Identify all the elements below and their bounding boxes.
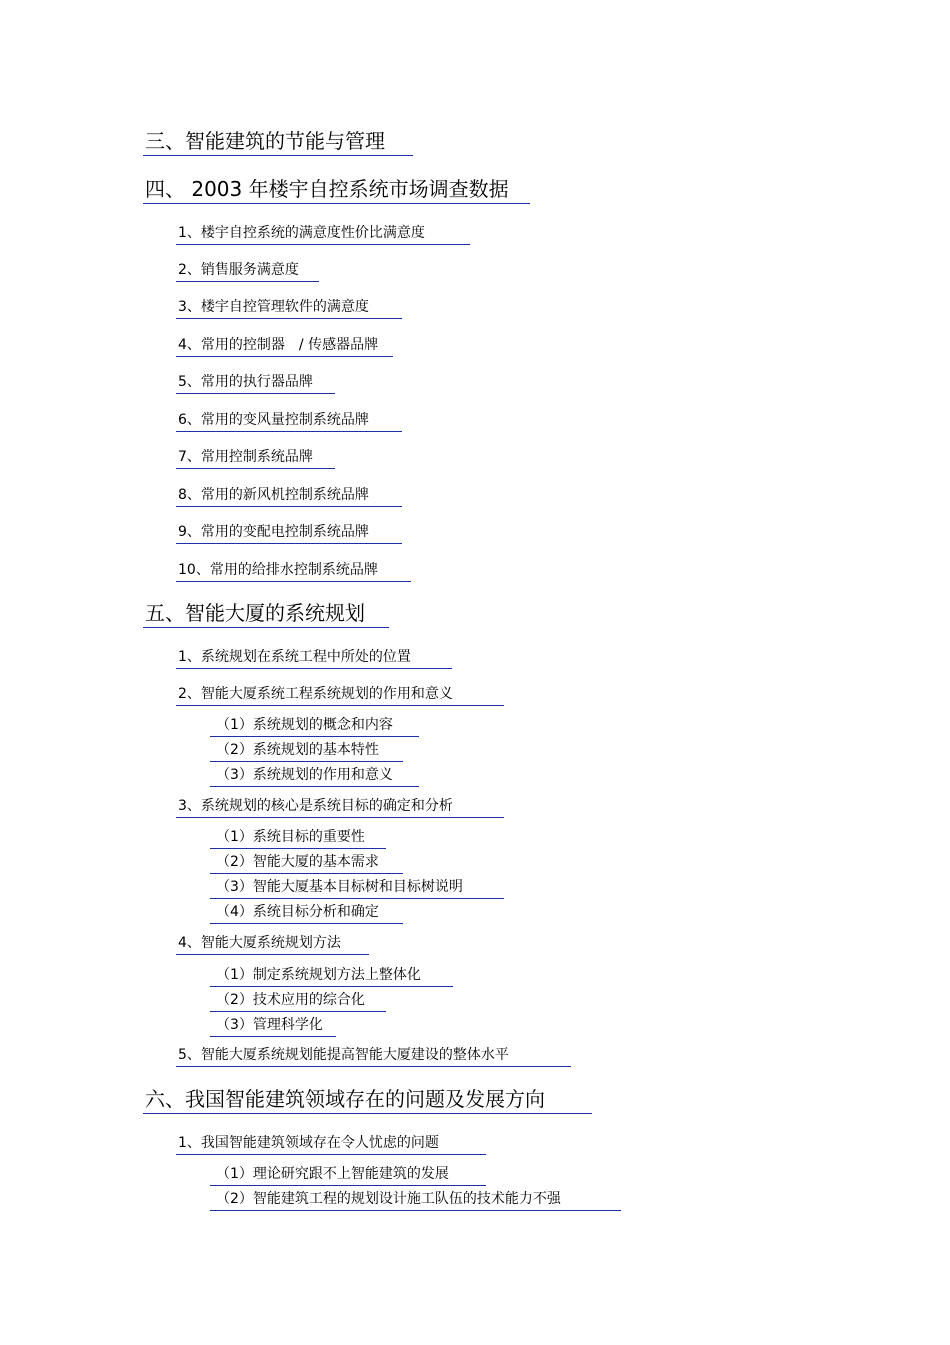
toc-link-underline	[210, 1036, 336, 1037]
toc-item[interactable]	[176, 795, 504, 818]
toc-link-underline	[176, 668, 452, 669]
toc-subitem[interactable]	[210, 964, 453, 987]
toc-link-underline	[176, 506, 402, 507]
toc-item-label: 4、智能大厦系统规划方法	[178, 935, 341, 951]
toc-item-label: 5、智能大厦系统规划能提高智能大厦建设的整体水平	[178, 1047, 509, 1063]
toc-item-label: 8、常用的新风机控制系统品牌	[178, 487, 369, 503]
toc-item-label: 3、楼宇自控管理软件的满意度	[178, 299, 369, 315]
toc-subitem[interactable]	[210, 876, 504, 899]
toc-item[interactable]	[176, 646, 452, 669]
toc-subitem[interactable]	[210, 1188, 621, 1211]
toc-item-label: 9、常用的变配电控制系统品牌	[178, 524, 369, 540]
toc-link-underline	[210, 873, 403, 874]
toc-heading-section-5[interactable]	[143, 596, 389, 628]
toc-heading-label: 六、我国智能建筑领域存在的问题及发展方向	[145, 1087, 545, 1111]
toc-item-label: 10、常用的给排水控制系统品牌	[178, 562, 378, 578]
toc-item[interactable]	[176, 222, 470, 245]
toc-item-label: 3、系统规划的核心是系统目标的确定和分析	[178, 798, 453, 814]
toc-link-underline	[210, 923, 403, 924]
toc-item-label: 6、常用的变风量控制系统品牌	[178, 412, 369, 428]
toc-item-label: 1、楼宇自控系统的满意度性价比满意度	[178, 225, 425, 241]
toc-item-label: 5、常用的执行器品牌	[178, 374, 313, 390]
toc-item[interactable]	[176, 334, 393, 357]
toc-subitem[interactable]	[210, 851, 403, 874]
toc-item[interactable]	[176, 932, 369, 955]
toc-item[interactable]	[176, 1132, 486, 1155]
toc-link-underline	[143, 627, 389, 629]
toc-heading-label: 三、智能建筑的节能与管理	[145, 129, 385, 153]
toc-link-underline	[176, 393, 335, 394]
toc-item[interactable]	[176, 1044, 571, 1067]
toc-subitem-label: （1）系统目标的重要性	[216, 829, 365, 845]
toc-link-underline	[143, 1113, 592, 1115]
toc-heading-section-4[interactable]	[143, 172, 530, 204]
toc-subitem-label: （1）制定系统规划方法上整体化	[216, 967, 421, 983]
toc-link-underline	[176, 954, 369, 955]
toc-link-underline	[210, 898, 504, 899]
toc-link-underline	[176, 281, 319, 282]
toc-item[interactable]	[176, 521, 402, 544]
toc-link-underline	[210, 986, 453, 987]
toc-subitem-label: （4）系统目标分析和确定	[216, 904, 379, 920]
toc-link-underline	[143, 155, 413, 157]
toc-subitem-label: （2）智能大厦的基本需求	[216, 854, 379, 870]
toc-item[interactable]	[176, 484, 402, 507]
toc-subitem[interactable]	[210, 714, 419, 737]
toc-link-underline	[176, 468, 335, 469]
toc-item-label: 2、智能大厦系统工程系统规划的作用和意义	[178, 686, 453, 702]
toc-item[interactable]	[176, 446, 335, 469]
toc-subitem[interactable]	[210, 826, 386, 849]
toc-subitem-label: （3）智能大厦基本目标树和目标树说明	[216, 879, 463, 895]
toc-item[interactable]	[176, 259, 319, 282]
toc-subitem-label: （1）系统规划的概念和内容	[216, 717, 393, 733]
toc-link-underline	[176, 244, 470, 245]
toc-item[interactable]	[176, 683, 504, 706]
toc-link-underline	[176, 431, 402, 432]
toc-link-underline	[176, 318, 402, 319]
toc-link-underline	[210, 1210, 621, 1211]
toc-item-label: 7、常用控制系统品牌	[178, 449, 313, 465]
toc-item[interactable]	[176, 371, 335, 394]
toc-subitem-label: （2）技术应用的综合化	[216, 992, 365, 1008]
toc-subitem-label: （1）理论研究跟不上智能建筑的发展	[216, 1166, 449, 1182]
toc-item[interactable]	[176, 409, 402, 432]
toc-subitem-label: （2）智能建筑工程的规划设计施工队伍的技术能力不强	[216, 1191, 561, 1207]
toc-subitem[interactable]	[210, 1014, 336, 1037]
toc-subitem-label: （3）系统规划的作用和意义	[216, 767, 393, 783]
toc-link-underline	[210, 848, 386, 849]
toc-link-underline	[210, 761, 403, 762]
toc-item[interactable]	[176, 559, 411, 582]
toc-link-underline	[143, 203, 530, 205]
toc-heading-section-6[interactable]	[143, 1082, 592, 1114]
toc-link-underline	[176, 543, 402, 544]
toc-subitem[interactable]	[210, 989, 386, 1012]
toc-link-underline	[210, 736, 419, 737]
toc-subitem-label: （3）管理科学化	[216, 1017, 323, 1033]
toc-link-underline	[210, 1185, 486, 1186]
toc-heading-label: 五、智能大厦的系统规划	[145, 601, 365, 625]
toc-link-underline	[176, 705, 504, 706]
toc-heading-label: 四、 2003 年楼宇自控系统市场调查数据	[145, 177, 509, 201]
toc-item-label: 1、我国智能建筑领域存在令人忧虑的问题	[178, 1135, 439, 1151]
toc-heading-section-3[interactable]	[143, 124, 413, 156]
toc-link-underline	[210, 1011, 386, 1012]
toc-subitem[interactable]	[210, 901, 403, 924]
toc-subitem-label: （2）系统规划的基本特性	[216, 742, 379, 758]
toc-link-underline	[176, 1066, 571, 1067]
toc-link-underline	[176, 1154, 486, 1155]
toc-link-underline	[176, 581, 411, 582]
toc-item[interactable]	[176, 296, 402, 319]
toc-item-label: 1、系统规划在系统工程中所处的位置	[178, 649, 411, 665]
toc-link-underline	[176, 356, 393, 357]
toc-item-label: 2、销售服务满意度	[178, 262, 299, 278]
toc-subitem[interactable]	[210, 1163, 486, 1186]
toc-link-underline	[176, 817, 504, 818]
toc-item-label: 4、常用的控制器 / 传感器品牌	[178, 337, 379, 353]
toc-link-underline	[210, 786, 419, 787]
toc-subitem[interactable]	[210, 739, 403, 762]
toc-subitem[interactable]	[210, 764, 419, 787]
